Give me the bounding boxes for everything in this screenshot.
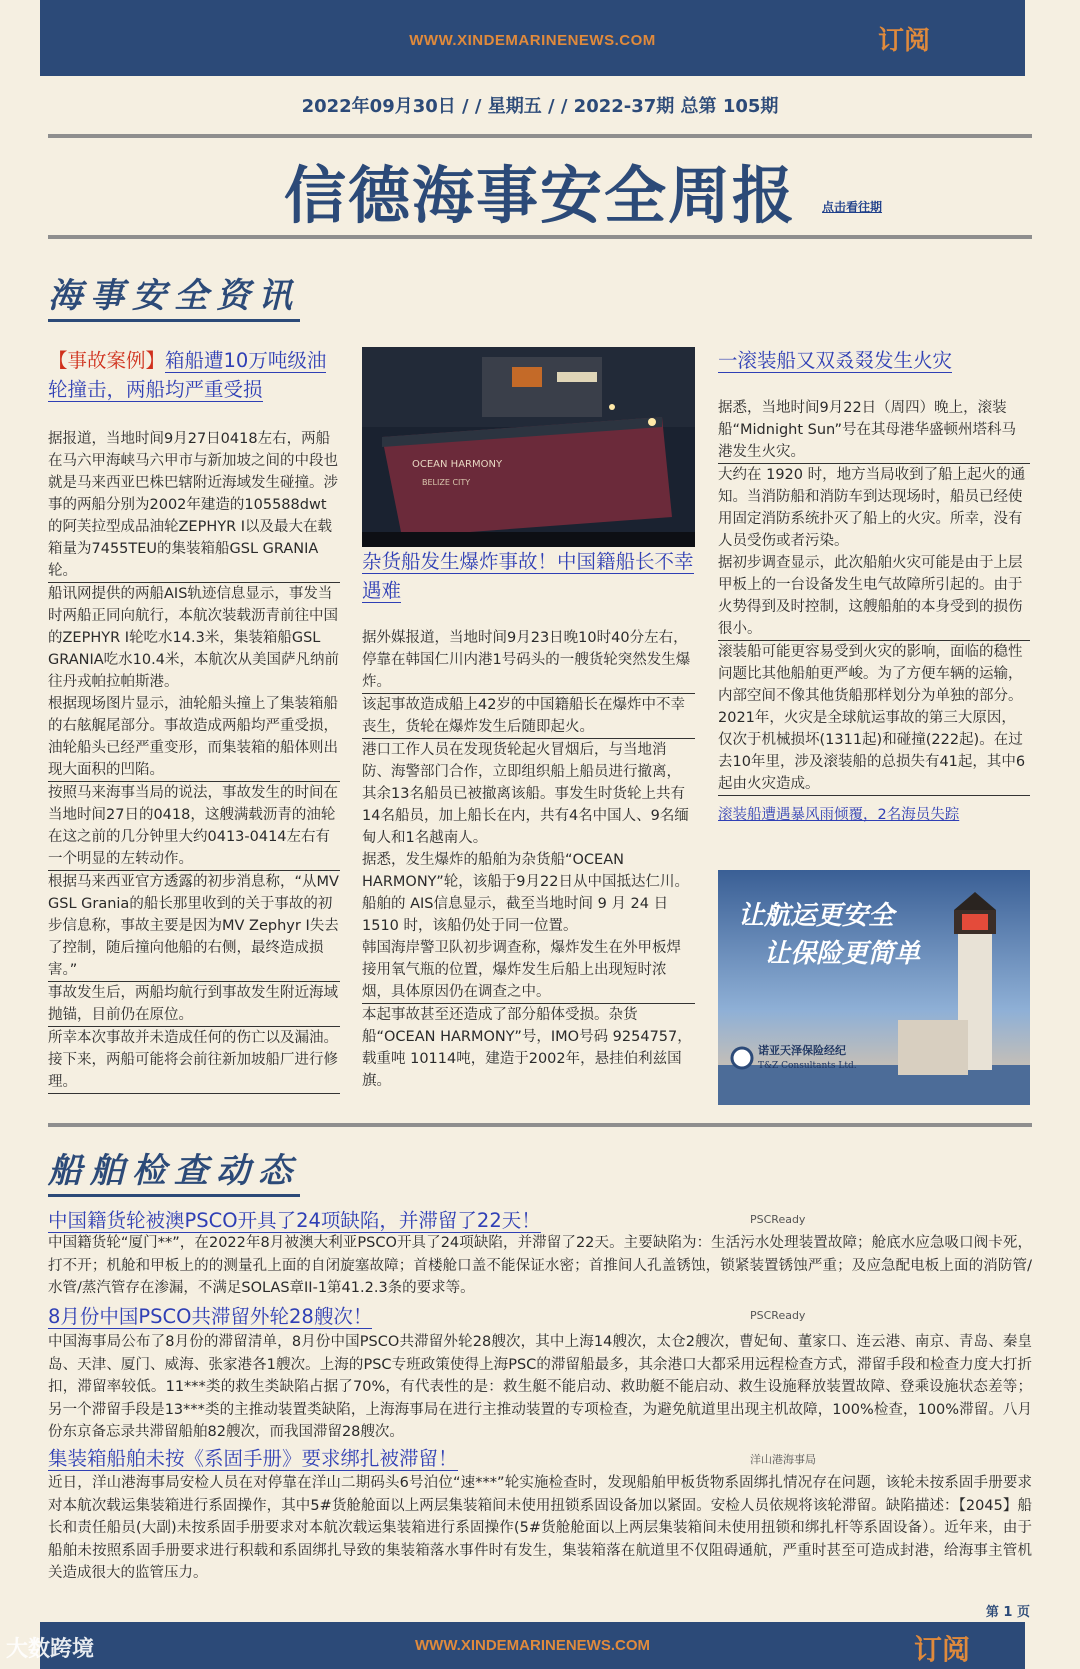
article-headline[interactable]: 杂货船发生爆炸事故！中国籍船长不幸遇难: [362, 550, 694, 602]
paragraph: 据报道，当地时间9月27日0418左右，两船在马六甲海峡马六甲市与新加坡之间的中段也就是马来西亚巴株巴辖附近海域发生碰撞。涉事的两船分别为2002年建造的105588dwt的阿芙拉型成品油轮ZEPHYR I以及最大在载箱量为7455TEU的集装箱船GSL GRANIA轮。: [48, 428, 340, 583]
paragraph: 2021年，火灾是全球航运事故的第三大原因，仅次于机械损坏(1311起)和碰撞(222起)。在过去10年里，涉及滚装船的总损失有41起，其中6起由火灾造成。: [718, 707, 1030, 796]
paragraph: 大约在 1920 时，地方当局收到了船上起火的通知。当消防船和消防车到达现场时，船员已经使用固定消防系统扑灭了船上的火灾。所幸，没有人员受伤或者污染。: [718, 467, 1026, 549]
ad-brand-cn: 诺亚天泽保险经纪: [758, 1044, 846, 1057]
article-explosion: [362, 547, 695, 1092]
paragraph: 事故发生后，两船均航行到事故发生附近海域抛锚，目前仍在原位。: [48, 982, 340, 1027]
paragraph: 韩国海岸警卫队初步调查称，爆炸发生在外甲板焊接用氧气瓶的位置，爆炸发生后船上出现短时浓烟，具体原因仍在调查之中。: [362, 937, 695, 1004]
ship-port-text: BELIZE CITY: [422, 478, 471, 487]
subscribe-button[interactable]: 订阅: [913, 1633, 970, 1666]
ship-photo: [362, 347, 695, 547]
paragraph: 船讯网提供的两船AIS轨迹信息显示，事发当时两船正同向航行，本航次装载沥青前往中国的ZEPHYR I轮吃水14.3米，集装箱船GSL GRANIA吃水10.4米，本航次从美国萨凡纳前往丹戎帕拉帕斯港。: [48, 586, 339, 690]
top-banner: [40, 0, 1025, 76]
paragraph: 本起事故甚至还造成了部分船体受损。杂货船“OCEAN HARMONY”号，IMO号码 9254757，载重吨 10114吨，建造于2002年，悬挂伯利兹国旗。: [362, 1007, 692, 1089]
article-headline[interactable]: 【事故案例】箱船遭10万吨级油轮撞击，两船均严重受损: [48, 349, 327, 401]
psc-body-1: 中国籍货轮“厦门**”，在2022年8月被澳大利亚PSCO开具了24项缺陷，并滞留了22天。主要缺陷为：生活污水处理装置故障；舱底水应急吸口阀卡死，打不开；机舱和甲板上的的测量孔上面的自闭旋塞故障；首楼舱口盖不能保证水密；首推间人孔盖锈蚀，锁紧装置锈蚀严重；及应急配电板上面的消防管/水管/蒸汽管存在渗漏，不满足SOLAS章II-1第41.2.3条的要求等。: [48, 1235, 1032, 1296]
article-collision: [48, 346, 340, 1094]
paragraph: 据初步调查显示，此次船舶火灾可能是由于上层甲板上的一台设备发生电气故障所引起的。由于火势得到及时控制，这艘船舶的本身受到的损伤很小。: [718, 552, 1030, 641]
psc-headline-3[interactable]: 集装箱船舶未按《系固手册》要求绑扎被滞留！: [48, 1447, 458, 1470]
psc-body-3: 近日，洋山港海事局安检人员在对停靠在洋山二期码头6号泊位“速***”轮实施检查时，发现船舶甲板货物系固绑扎情况存在问题，该轮未按系固手册要求对本航次载运集装箱进行系固操作，其中5#货舱舱面以上两层集装箱间未使用扭锁系固设备加以紧固。安检人员依规将该轮滞留。缺陷描述：【2045】船长和责任船员(大副)未按系固手册要求对本航次载运集装箱进行系固操作(5#货舱舱面以上两层集装箱间未使用扭锁和绑扎杆等系固设备）。近年来，由于船舶未按照系固手册要求进行积载和系固绑扎导致的集装箱落水事件时有发生，集装箱落在航道里不仅阻碍通航，严重时甚至可造成封港，给海事主管机关造成很大的监管压力。: [48, 1475, 1032, 1581]
paragraph: 该起事故造成船上42岁的中国籍船长在爆炸中不幸丧生，货轮在爆炸发生后随即起火。: [362, 694, 695, 739]
subscribe-button[interactable]: 订阅: [877, 26, 930, 56]
insurance-ad[interactable]: [718, 870, 1030, 1105]
paragraph: 根据马来西亚官方透露的初步消息称，“从MV GSL Grania的船长那里收到的关于事故的初步信息称，事故主要是因为MV Zephyr I失去了控制，随后撞向他船的右侧，最终造成损害。”: [48, 871, 340, 982]
divider: [48, 1123, 1032, 1127]
psc-headline-2[interactable]: 8月份中国PSCO共滞留外轮28艘次！: [48, 1305, 373, 1328]
section-title-safety-news: 海事安全资讯: [48, 268, 300, 322]
ad-slogan-2: 让保险更简单: [764, 939, 921, 969]
paragraph: 滚装船可能更容易受到火灾的影响，面临的稳性问题比其他船舶更严峻。为了方便车辆的运输，内部空间不像其他货船那样划分为单独的部分。: [718, 644, 1023, 704]
divider: [48, 235, 1032, 239]
paragraph: 据悉，当地时间9月22日（周四）晚上，滚装船“Midnight Sun”号在其母港华盛顿州塔科马港发生火灾。: [718, 397, 1030, 464]
divider: [48, 134, 1032, 138]
ad-slogan-1: 让航运更安全: [738, 901, 895, 931]
page-number: 第 1 页: [985, 1605, 1030, 1620]
past-issues-link[interactable]: 点击看往期: [822, 200, 883, 214]
issue-dateline: 2022年09月30日 / / 星期五 / / 2022-37期 总第 105期: [301, 96, 779, 117]
paragraph: 按照马来海事当局的说法，事故发生的时间在当地时间27日的0418，这艘满载沥青的油轮在这之前的几分钟里大约0413-0414左右有一个明显的左转动作。: [48, 782, 340, 871]
paragraph: 根据现场图片显示，油轮船头撞上了集装箱船的右舷艉尾部分。事故造成两船均严重受损，油轮船头已经严重变形，而集装箱的船体则出现大面积的凹陷。: [48, 693, 340, 782]
section-title-inspection: 船舶检查动态: [48, 1143, 300, 1197]
article-tag: 【事故案例】: [48, 349, 166, 372]
brand-logo-icon: [732, 1048, 752, 1068]
site-url-link[interactable]: WWW.XINDEMARINENEWS.COM: [415, 1637, 650, 1654]
paragraph: 据外媒报道，当地时间9月23日晚10时40分左右，停靠在韩国仁川内港1号码头的一艘货轮突然发生爆炸。: [362, 627, 695, 694]
masthead: [0, 146, 1080, 235]
psc-headline-1[interactable]: 中国籍货轮被澳PSCO开具了24项缺陷，并滞留了22天！: [48, 1209, 541, 1232]
paragraph: 所幸本次事故并未造成任何的伤亡以及漏油。接下来，两船可能将会前往新加坡船厂进行修理。: [48, 1027, 340, 1094]
masthead-title: 信德海事安全周报: [283, 159, 796, 232]
paragraph: 港口工作人员在发现货轮起火冒烟后，与当地消防、海警部门合作，立即组织船上船员进行撤离，其余13名船员已被撤离该船。事发生时货轮上共有14名船员，加上船长在内，共有4名中国人、9名缅甸人和1名越南人。: [362, 742, 689, 846]
article-fire: [718, 346, 1030, 826]
psc-body-2: 中国海事局公布了8月份的滞留清单，8月份中国PSCO共滞留外轮28艘次，其中上海14艘次，太仓2艘次，曹妃甸、董家口、连云港、南京、青岛、秦皇岛、天津、厦门、威海、张家港各1艘次。上海的PSC专班政策使得上海PSC的滞留船最多，其余港口大都采用远程检查方式，滞留手段和检查力度大打折扣，滞留率较低。11***类的救生类缺陷占据了70%，有代表性的是：救生艇不能启动、救助艇不能启动、救生设施释放装置故障、登乘设施状态差等；另一个滞留手段是13***类的主推动装置类缺陷，上海海事局在进行主推动装置的专项检查，为避免航道里出现主机故障，100%检查，100%滞留。八月份东京备忘录共滞留船舶82艘次，而我国滞留28艘次。: [48, 1334, 1032, 1440]
source-label: 洋山港海事局: [750, 1453, 816, 1466]
related-article-link[interactable]: 滚装船遭遇暴风雨倾覆，2名海员失踪: [718, 807, 960, 823]
paragraph: 据悉，发生爆炸的船舶为杂货船“OCEAN HARMONY”轮，该船于9月22日从中国抵达仁川。船舶的 AIS信息显示，截至当地时间 9 月 24 日 1510 时，该船仍处于同一位置。: [362, 852, 689, 934]
site-url-link[interactable]: WWW.XINDEMARINENEWS.COM: [409, 32, 656, 49]
ship-name-text: OCEAN HARMONY: [412, 459, 503, 470]
bottom-banner: [40, 1622, 1025, 1669]
source-label: PSCReady: [750, 1213, 806, 1226]
source-label: PSCReady: [750, 1309, 806, 1322]
ad-brand-en: T&Z Consultants Ltd.: [758, 1061, 857, 1071]
article-headline[interactable]: 一滚装船又双叒叕发生火灾: [718, 349, 953, 372]
watermark: 大数跨境: [6, 1637, 95, 1662]
